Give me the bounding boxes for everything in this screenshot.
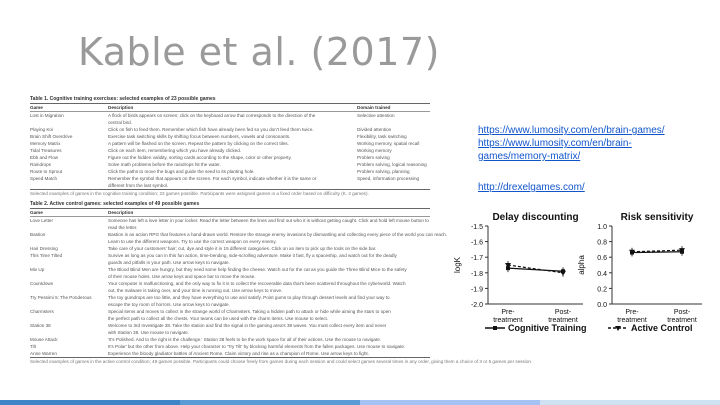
table1-cell: Problem solving, logical reasoning: [357, 162, 427, 167]
table2-row: [30, 224, 430, 231]
table1-row: [30, 126, 430, 133]
table2-cell: Special items and moves to collect in the strange world of Charmsters. Taking a hidden path to attack or hide while aiming the stars to open: [108, 309, 391, 314]
table1-cell: [30, 182, 108, 189]
table2-row: [30, 245, 430, 252]
table2-cell: Charmsters: [30, 309, 54, 314]
table2-cell: escape the toy room of horrors. Use arrow keys to navigate.: [108, 302, 230, 307]
table1-cell: Speed Match: [30, 176, 58, 181]
table2-cell: The Blood Blind Men are hungry, but they need some help finding the cheese. Watch out for the cat as you guide the Three Blind Mice to the safety: [108, 267, 407, 272]
table2-body: [30, 217, 448, 357]
table2-cell: [30, 287, 108, 294]
table2-cell: Survive as long as you can in this fun action, time-bending, side-scrolling adventure. Make it fast, fly a spaceship, and watch out for the deadly: [108, 253, 397, 258]
lumosity-memory-matrix-link[interactable]: https://www.lumosity.com/en/brain-games/memory-matrix/: [478, 138, 632, 162]
y-tick-label: 0.6: [597, 255, 607, 263]
y-tick-label: -1.5: [470, 224, 483, 231]
table1-row: [30, 154, 430, 161]
table2-row: [30, 287, 430, 294]
table2-cell: Countdown: [30, 281, 54, 286]
table2-row: [30, 350, 430, 357]
table1-row: [30, 175, 430, 182]
x-tick-label: Post-treatment: [548, 309, 578, 324]
bottom-color-bar: [0, 400, 720, 405]
table1-cell: Flexibility, task switching: [357, 134, 407, 139]
legend-marker-cognitive: [493, 326, 497, 330]
table1-cell: Lost in Migration: [30, 113, 64, 118]
table2-row: [30, 266, 430, 273]
table1-header-domain: Domain trained: [357, 105, 391, 110]
y-tick-label: 1.0: [597, 224, 607, 231]
table2-cell: Anne Warren: [30, 351, 57, 356]
table1-cell: Working memory, spatial recall: [357, 141, 420, 146]
y-tick-label: -1.7: [470, 255, 483, 263]
table1-cell: Memory Matrix: [30, 141, 61, 146]
table1-cell: Problem solving, planning: [357, 169, 410, 174]
y-tick-label: 0.0: [597, 302, 607, 309]
table2-cell: Try Pessimi 5: The Ponderous: [30, 295, 92, 300]
lumosity-brain-games-link[interactable]: https://www.lumosity.com/en/brain-games/: [478, 125, 665, 136]
x-tick-label: Post-treatment: [667, 309, 697, 324]
table2-cell: It's Polar' but the other from above. Help your character to 'Try Tilt' by blocking harmful elements from the fallen packages. Use mouse to navigate.: [108, 344, 406, 349]
x-tick-label: Pre-treatment: [617, 309, 647, 324]
table1-cell: Speed, information processing: [357, 176, 420, 181]
table2-cell: Take care of your customers' hair; cut, dye and style it in 15 different categories. Click on an item to pick up the tools on the side bar.: [108, 246, 377, 251]
table2-row: [30, 259, 430, 266]
table1-row: [30, 168, 430, 175]
table2-cell: Station 38: [30, 323, 51, 328]
table2-cell: the perfect path to collect all the chests. Your teams can be used with the charm items. Use mouse to select.: [108, 316, 329, 321]
table2-cell: of their mouse holes. Use arrow keys and space bar to move the mouse.: [108, 274, 256, 279]
table1-cell: Divided attention: [357, 127, 392, 132]
table1-header-description: Description: [108, 105, 134, 110]
drexelgames-link[interactable]: http://drexelgames.com/: [478, 182, 585, 193]
table1-cell: Working memory: [357, 148, 392, 153]
slide-title: Kable et al. (2017): [78, 30, 440, 74]
table1-cell: central bird.: [108, 120, 133, 125]
table1-cell: Brain Shift Overdrive: [30, 134, 73, 139]
table1-header: [30, 103, 430, 112]
table1-row: [30, 147, 430, 154]
table2-cell: with Station 38. Use mouse to navigate.: [108, 330, 189, 335]
table2-cell: Mix Up: [30, 267, 45, 272]
y-tick-label: -1.9: [470, 286, 483, 294]
table1-cell: Route to Sprout: [30, 169, 63, 174]
table1-cell: Solve math problems before the raindrops hit the water.: [108, 162, 221, 167]
table2-cell: [30, 238, 108, 245]
chart-title: Risk sensitivity: [620, 212, 694, 223]
table2-row: [30, 294, 430, 301]
table2-footnote: Selected examples of games in the active control condition; 49 games possible. Participants could choose freely from games during each session and could select games several times in any order, giving them a choice of 3 or 5 games per session.: [30, 359, 533, 364]
y-tick-label: -1.6: [470, 239, 483, 247]
table2-cell: 'It's Polished. And to the right is the challenge.' Station 38 feels to be the work space for all of their actions. Use the mouse to navigate.: [108, 337, 382, 342]
table1-cell: different from the last symbol.: [108, 183, 169, 188]
table2-cell: [30, 301, 108, 308]
table1-cell: Raindrops: [30, 162, 51, 167]
table1-cell: [30, 119, 108, 126]
table2-cell: guards and pitfalls in your path. Use arrow keys to navigate.: [108, 260, 230, 265]
table2-row: [30, 322, 430, 329]
table1-cell: Click on each item, remembering which you have already clicked.: [108, 148, 242, 153]
table1-row: [30, 161, 430, 168]
table1-cell: A pattern will be flashed on the screen. Repeat the pattern by clicking on the correct tiles.: [108, 141, 289, 146]
results-chart: [440, 210, 705, 340]
table2-header-game: Game: [30, 210, 43, 215]
table2-cell: Your computer is malfunctioning, and the only way to fix it is to collect the recoverable data that's been scattered throughout the cyberworld. Watch: [108, 281, 406, 286]
table1-cell: Click the paths to move the bugs and guide the seed to its planting hole.: [108, 169, 255, 174]
table2-cell: Someone has left a love letter in your locker. Read the letter between the lines and find out who it is without getting caught. Click and hold left mouse button to: [108, 218, 429, 223]
table1-body: [30, 112, 430, 189]
table1-cell: Click on fish to feed them. Remember which fish have already been fed so you don't feed them twice.: [108, 127, 314, 132]
chart-title: Delay discounting: [492, 212, 579, 223]
table2-cell: [30, 315, 108, 322]
table1-cell: Remember the symbol that appears on the screen. For each symbol, indicate whether it is the same or: [108, 176, 317, 181]
links-block: [478, 124, 703, 194]
table1-row: [30, 119, 430, 126]
table2-row: [30, 273, 430, 280]
y-tick-label: -1.8: [470, 270, 483, 278]
table2-row: [30, 315, 430, 322]
table2-cell: Bastion is an action RPG that features a hand-drawn world. Restore the strange enemy invasions by dismantling and collecting every piece of the world you can reach.: [108, 232, 448, 237]
table2-row: [30, 343, 430, 350]
table1-header-game: Game: [30, 105, 43, 110]
table1-row: [30, 140, 430, 147]
table2-row: [30, 329, 430, 336]
table1-cell: Selective attention: [357, 113, 395, 118]
table1-cell: Ebb and Flow: [30, 155, 59, 160]
table2-row: [30, 336, 430, 343]
table2-caption: Table 2. Active control games: selected examples of 49 possible games: [30, 201, 200, 207]
table1-cell: A flock of birds appears on screen; click on the keyboard arrow that corresponds to the direction of the: [108, 113, 316, 118]
table1-cell: [353, 182, 430, 189]
table1-footnote: Selected examples of games in the cognitive training condition; 23 games possible. Participants were assigned games in a fixed order based on difficulty (K. 2 games).: [30, 189, 430, 197]
table2-header: [30, 208, 430, 217]
table2-cell: read the letter.: [108, 225, 138, 230]
y-tick-label: 0.8: [597, 239, 607, 247]
y-tick-label: -2.0: [470, 302, 483, 309]
table1-cell: Problem solving: [357, 155, 390, 160]
table2-cell: [30, 224, 108, 231]
table2-cell: Hair Dressing: [30, 246, 58, 251]
table2-row: [30, 308, 430, 315]
table2-cell: [30, 329, 108, 336]
legend-label-active: Active Control: [631, 323, 693, 333]
table1-row: [30, 133, 430, 140]
table2-row: [30, 252, 430, 259]
table1-cell: [353, 119, 430, 126]
y-tick-label: 0.4: [597, 270, 607, 278]
table2-cell: out, the malware is taking over, and your time is running out. Use arrow keys to move.: [108, 288, 283, 293]
table2-header-description: Description: [108, 210, 134, 215]
table1-cell: Playing Koi: [30, 127, 53, 132]
table1-caption: Table 1. Cognitive training exercises: selected examples of 23 possible games: [30, 96, 216, 102]
table2-cell: Welcome to 3rd Investigate 38. Take the station and find the signal in the gaming area's 38 waves. You must collect every item and never: [108, 323, 387, 328]
table1-cell: Exercise task switching skills by shifting focus between numbers, vowels and consonants.: [108, 134, 291, 139]
table2-cell: [30, 259, 108, 266]
table2-row: [30, 217, 430, 224]
x-tick-label: Pre-treatment: [493, 309, 523, 324]
table2-cell: Love Letter: [30, 218, 53, 223]
table2-cell: Tilt: [30, 344, 36, 349]
table1-cell: Figure out the hidden validity, sorting cards according to the shape, color or other property.: [108, 155, 292, 160]
y-axis-label: logK: [453, 256, 462, 274]
table2-cell: Mouse Attack: [30, 337, 58, 342]
table2-row: [30, 301, 430, 308]
table2-cell: Experience the bloody gladiator battles of Ancient Rome. Claim victory and rise as a champion of Rome. Use arrow keys to fight.: [108, 351, 369, 356]
table1-row: [30, 182, 430, 189]
legend-label-cognitive: Cognitive Training: [508, 323, 587, 333]
y-axis-label: alpha: [577, 255, 586, 275]
table2-row: [30, 231, 448, 238]
y-tick-label: 0.2: [597, 286, 607, 294]
table2-row: [30, 238, 430, 245]
table1-row: [30, 112, 430, 119]
table2-cell: [30, 273, 108, 280]
table2-cell: Bastion: [30, 232, 46, 237]
table2-cell: This Time Tilted: [30, 253, 63, 258]
table2-cell: The toy gumdrops are too little, and they have everything to use and satisfy. Point gums to play through dessert levels and find your way to: [108, 295, 390, 300]
table2-row: [30, 280, 430, 287]
table2-cell: Learn to use the different weapons. Try to use the correct weapon on every enemy.: [108, 239, 277, 244]
table1-cell: Tidal Treasures: [30, 148, 62, 153]
